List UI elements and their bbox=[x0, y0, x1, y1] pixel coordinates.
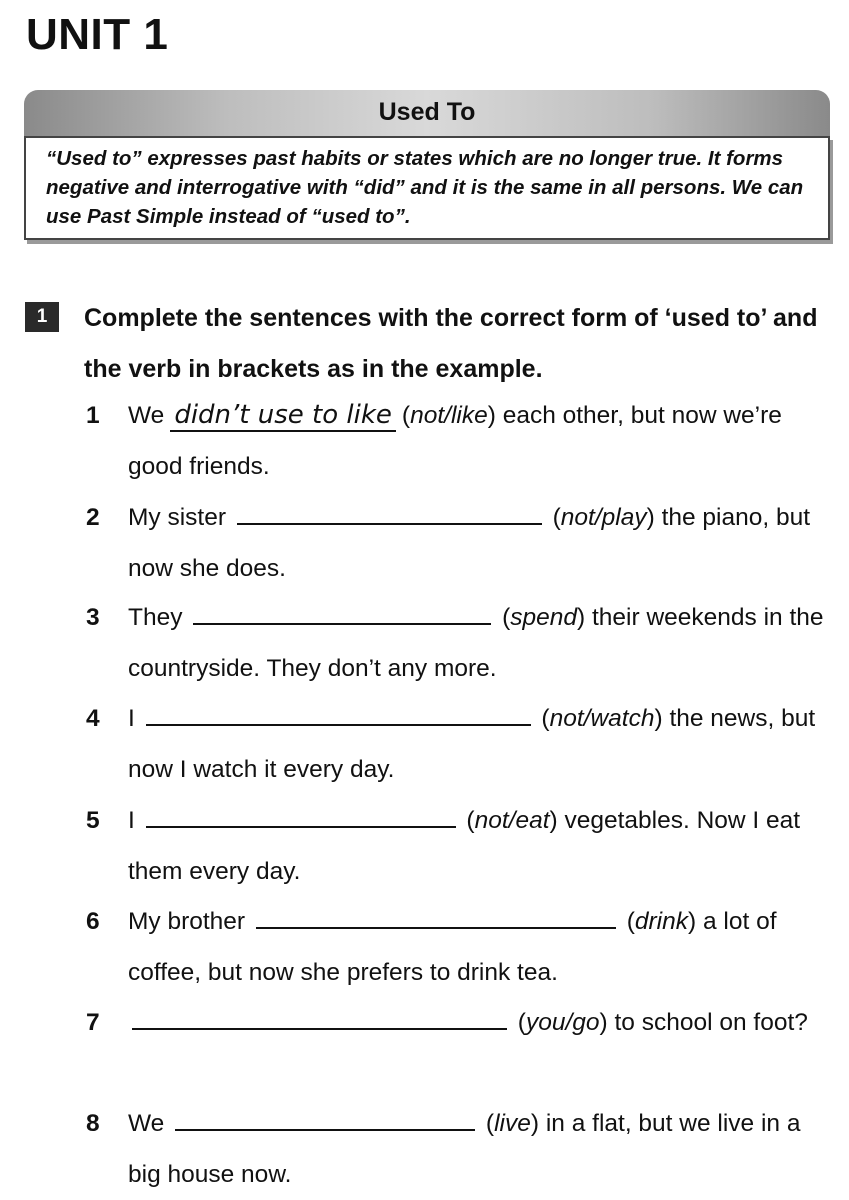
item-number: 7 bbox=[86, 1009, 100, 1036]
item-text-before: I bbox=[128, 705, 135, 732]
example-answer: didn’t use to like bbox=[170, 400, 396, 432]
rule-header bbox=[24, 90, 830, 138]
item-text-after: the news, but now I watch it every day. bbox=[128, 705, 816, 783]
item-number: 2 bbox=[86, 504, 100, 531]
item-text-before: My sister bbox=[128, 504, 226, 531]
item-text-before: I bbox=[128, 807, 135, 834]
answer-blank[interactable] bbox=[237, 503, 542, 525]
item-hint: spend bbox=[510, 604, 578, 631]
item-number: 8 bbox=[86, 1110, 100, 1137]
item-text-before: My brother bbox=[128, 908, 246, 935]
rule-text: “Used to” expresses past habits or states which are no longer true. It forms negative and interrogative with “did” and it is the same in all persons. We can use Past Simple instead of “used to”. bbox=[46, 147, 804, 228]
answer-blank[interactable] bbox=[146, 704, 531, 726]
rule-title: Used To bbox=[378, 98, 476, 126]
item-hint: you/go bbox=[525, 1009, 600, 1036]
exercise-item: 7 (you/go) to school on foot? bbox=[86, 997, 831, 1048]
item-text-after: each other, but now we’re good friends. bbox=[128, 402, 782, 480]
item-number: 6 bbox=[86, 908, 100, 935]
exercise-instruction: Complete the sentences with the correct form of ‘used to’ and the verb in brackets as in the example. bbox=[84, 304, 818, 383]
exercise-item: 8 We (live) in a flat, but we live in a big house now. bbox=[86, 1098, 831, 1200]
rule-box bbox=[24, 90, 830, 240]
item-number: 1 bbox=[86, 402, 100, 429]
answer-blank[interactable] bbox=[193, 603, 491, 625]
exercise-number: 1 bbox=[25, 302, 59, 332]
item-number: 4 bbox=[86, 705, 100, 732]
item-number: 3 bbox=[86, 604, 100, 631]
answer-blank[interactable] bbox=[175, 1109, 475, 1131]
exercise-item: 2 My sister (not/play) the piano, but now she does. bbox=[86, 492, 831, 594]
item-text-after: to school on foot? bbox=[614, 1009, 808, 1036]
unit-title: UNIT 1 bbox=[26, 10, 169, 59]
answer-blank[interactable] bbox=[132, 1008, 507, 1030]
exercise-item: 5 I (not/eat) vegetables. Now I eat them every day. bbox=[86, 795, 831, 897]
item-hint: not/eat bbox=[474, 807, 550, 834]
item-text-before: We bbox=[128, 1110, 165, 1137]
exercise-item: 6 My brother (drink) a lot of coffee, but now she prefers to drink tea. bbox=[86, 896, 831, 998]
item-text-after: vegetables. Now I eat them every day. bbox=[128, 807, 801, 885]
item-text-before: They bbox=[128, 604, 183, 631]
item-hint: not/play bbox=[560, 504, 647, 531]
item-text-before: We bbox=[128, 402, 165, 429]
exercise-item: 4 I (not/watch) the news, but now I watch it every day. bbox=[86, 693, 831, 795]
exercise-item: 3 They (spend) their weekends in the countryside. They don’t any more. bbox=[86, 592, 831, 694]
item-hint: drink bbox=[634, 908, 688, 935]
item-number: 5 bbox=[86, 807, 100, 834]
item-hint: not/like bbox=[410, 402, 488, 429]
item-text-after: a lot of coffee, but now she prefers to drink tea. bbox=[128, 908, 777, 986]
exercise-item: 1 We didn’t use to like (not/like) each other, but now we’re good friends. bbox=[86, 390, 831, 492]
item-text-after: the piano, but now she does. bbox=[128, 504, 811, 582]
item-text-after: their weekends in the countryside. They don’t any more. bbox=[128, 604, 824, 682]
answer-blank[interactable] bbox=[146, 806, 456, 828]
item-hint: live bbox=[494, 1110, 531, 1137]
answer-blank[interactable] bbox=[256, 907, 616, 929]
item-text-after: in a flat, but we live in a big house now. bbox=[128, 1110, 801, 1188]
rule-body bbox=[24, 136, 830, 240]
item-hint: not/watch bbox=[549, 705, 655, 732]
